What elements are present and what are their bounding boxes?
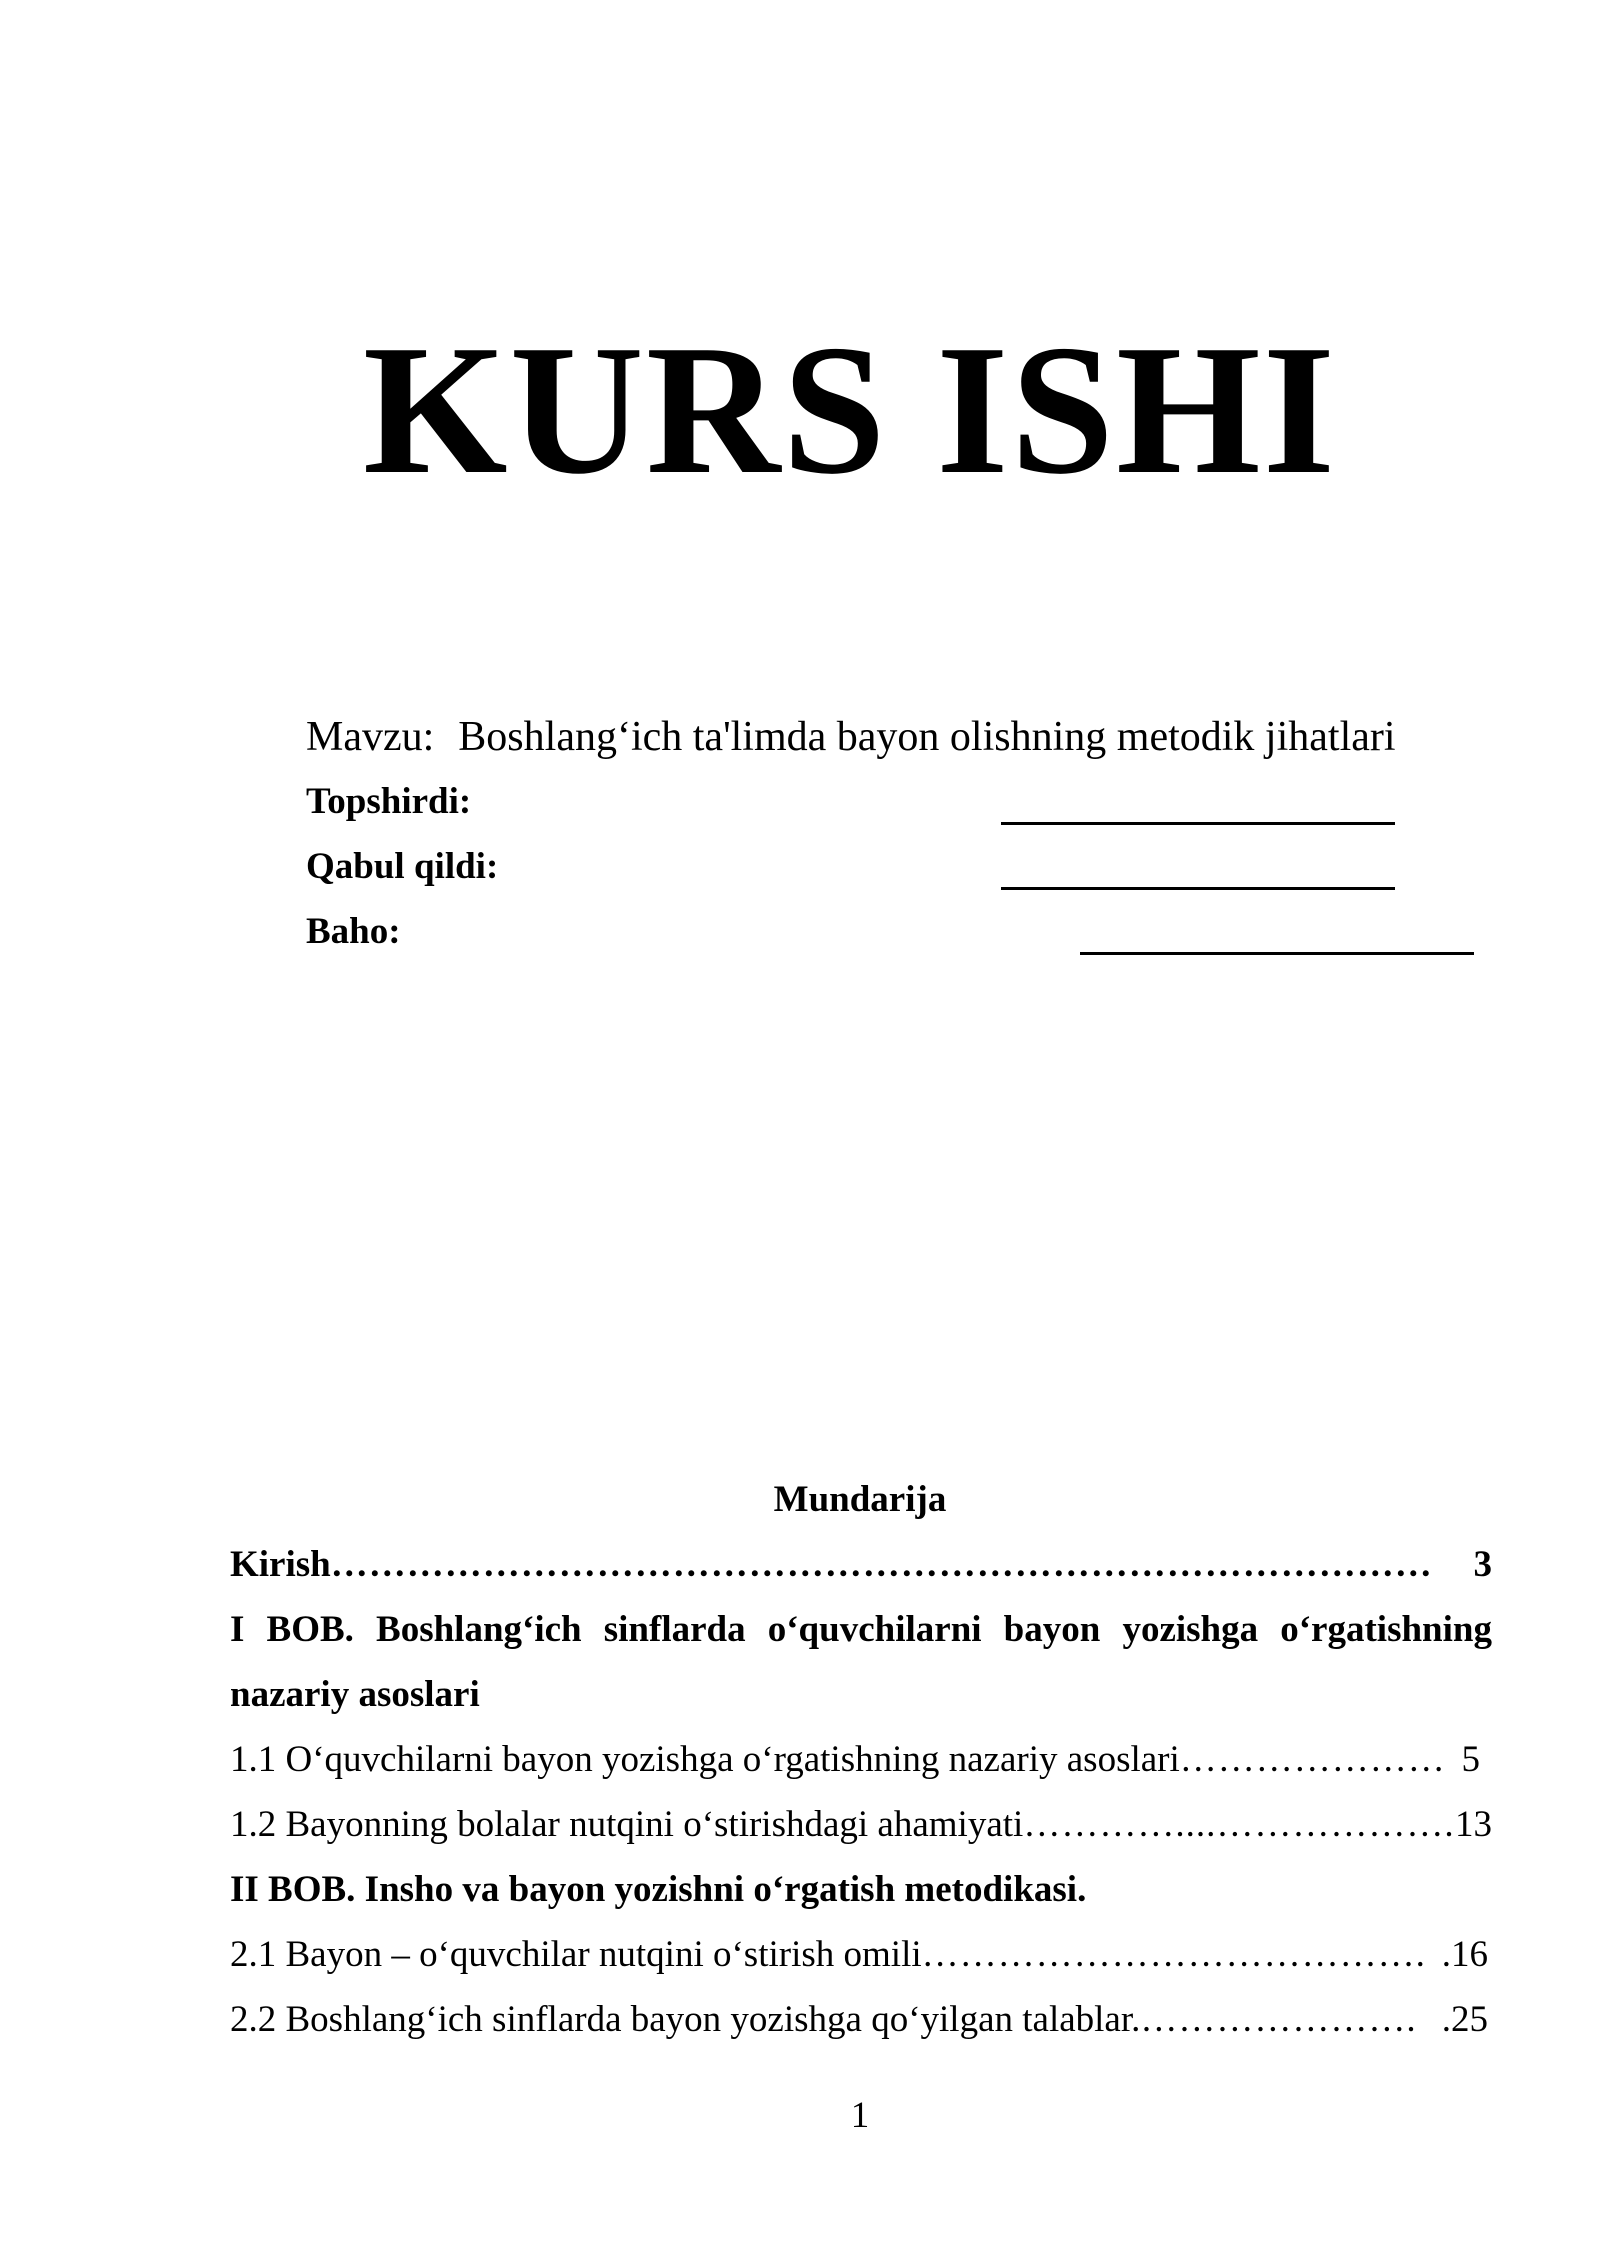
toc-entry-leader: ………………………………….	[921, 1934, 1426, 1975]
toc-entry-text: nazariy asoslari	[230, 1674, 480, 1715]
toc-chapter-1-title-line-1: I BOB. Boshlang‘ich sinflarda o‘quvchilarni bayon yozishga o‘rgatishning	[230, 1609, 1492, 1650]
toc-entry-text: 1.2 Bayonning bolalar nutqini o‘stirishdagi ahamiyati	[230, 1804, 1024, 1845]
toc-entry-text: 1.1 O‘quvchilarni bayon yozishga o‘rgatishning nazariy asoslari	[230, 1739, 1180, 1780]
document-title: KURS ISHI	[362, 307, 1338, 513]
toc-entry-page: .25	[1441, 1999, 1488, 2040]
toc-entry-2-2	[230, 1996, 1488, 2044]
toc-entry-page: 13	[1455, 1804, 1492, 1845]
page-number: 1	[850, 2095, 870, 2136]
toc-entry-text: 2.2 Boshlang‘ich sinflarda bayon yozishga qo‘yilgan talablar.	[230, 1999, 1141, 2040]
grade-blank-line	[1080, 952, 1474, 955]
topic-value: Boshlang‘ich ta'limda bayon olishning metodik jihatlari	[458, 714, 1396, 760]
submitted-label: Topshirdi:	[306, 781, 472, 822]
grade-label: Baho:	[306, 911, 401, 952]
toc-entry-1-1	[230, 1736, 1480, 1784]
topic-line	[306, 711, 1396, 763]
topic-label: Mavzu:	[306, 714, 435, 760]
accepted-label: Qabul qildi:	[306, 846, 499, 887]
toc-entry-leader: …………....……………….	[1023, 1804, 1455, 1845]
toc-entry-leader: ……………………………………………………………………………	[330, 1544, 1433, 1585]
toc-entry-page: .16	[1441, 1934, 1488, 1975]
toc-entry-1-2	[230, 1801, 1492, 1849]
submitted-blank-line	[1001, 822, 1395, 825]
toc-entry-leader: ………………….	[1140, 1999, 1417, 2040]
toc-entry-text: Kirish	[230, 1544, 331, 1585]
toc-entry-intro	[230, 1541, 1492, 1589]
toc-entry-leader: …………………	[1179, 1739, 1446, 1780]
toc-entry-2-1	[230, 1931, 1488, 1979]
toc-entry-text: II BOB. Insho va bayon yozishni o‘rgatish metodikasi.	[230, 1869, 1087, 1910]
accepted-blank-line	[1001, 887, 1395, 890]
toc-entry-page: 3	[1473, 1544, 1492, 1585]
toc-heading: Mundarija	[773, 1479, 947, 1520]
toc-chapter-1-title-line-2	[230, 1671, 1492, 1719]
toc-chapter-2-title	[230, 1866, 1492, 1914]
toc-entry-page: 5	[1461, 1739, 1480, 1780]
toc-entry-text: 2.1 Bayon – o‘quvchilar nutqini o‘stirish omili	[230, 1934, 922, 1975]
